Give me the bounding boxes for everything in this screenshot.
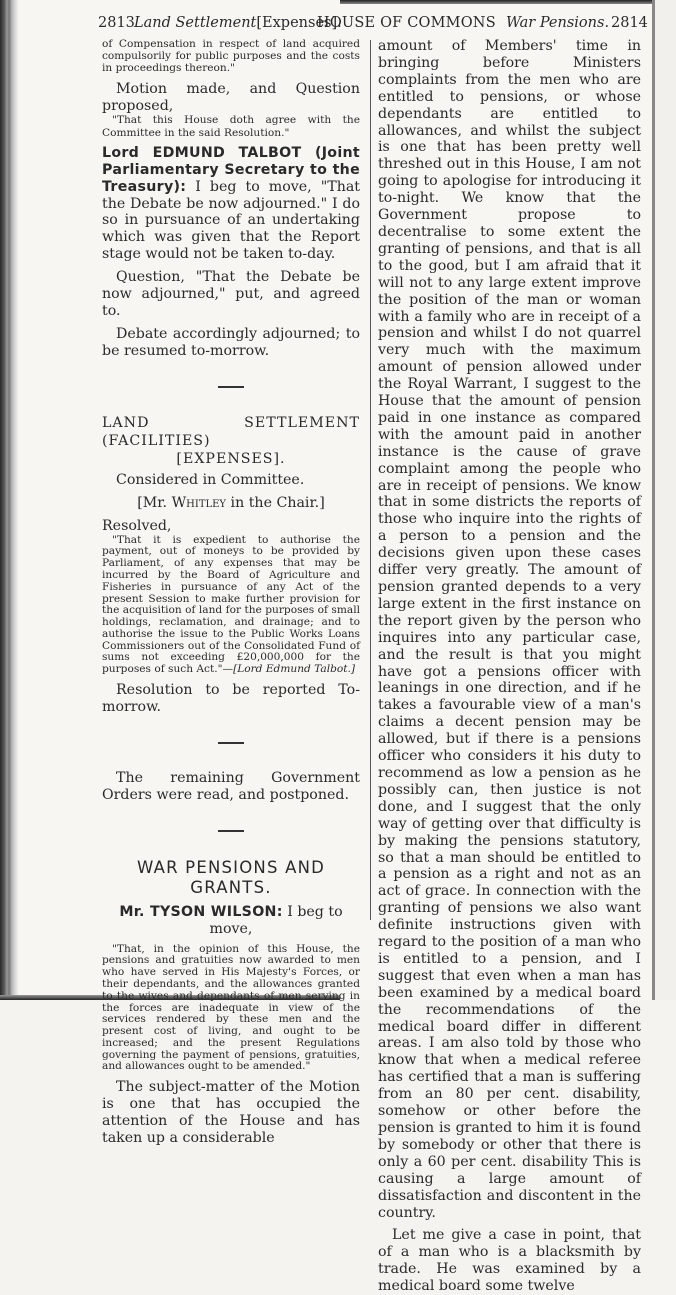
running-title-left-text: Land Settlement <box>134 15 257 31</box>
resolution-reported: Resolution to be reported To-morrow. <box>102 682 360 715</box>
section-title-line1: LAND SETTLEMENT (FACILITIES) <box>102 414 360 449</box>
running-title-right: War Pensions. <box>506 15 610 31</box>
resolution-attribution: [Lord Edmund Talbot.] <box>233 663 356 676</box>
top-scan-shadow <box>340 0 676 4</box>
motion-made: Motion made, and Question proposed, <box>102 80 360 114</box>
chair-name: Whitley <box>171 494 227 511</box>
considered-in-committee: Considered in Committee. <box>116 471 305 488</box>
book-binding-edge <box>0 0 18 1000</box>
speaker-wilson: Mr. TYSON WILSON: <box>119 903 283 920</box>
column-divider <box>370 40 371 920</box>
debate-adjourned: Debate accordingly adjourned; to be resumed to-morrow. <box>102 325 360 359</box>
chair-suffix: in the Chair.] <box>230 494 325 511</box>
page-number-left: 2813 <box>98 15 135 31</box>
resolution-body: "That it is expedient to authorise the payment, out of moneys to be provided by Parliament, of any expenses that may be incurred by the Board of Agriculture and Fisheries in pursuance of any Act of the present Session to make further provision for the acquisition of land for the purposes of small holdings, reclamation, and drainage; and to authorise the issue to the Public Works Loans Commissioners out of the Consolidated Fund of sums not exceeding £20,000,000 for the purposes of such Act."— <box>102 533 360 676</box>
house-title: HOUSE OF COMMONS <box>317 15 496 31</box>
right-margin <box>655 0 676 1000</box>
talbot-speech: I beg to move, "That the Debate be now adjourned." I do so in pursuance of an undertaking which was given that the Report stage would not be taken to-day. <box>102 178 360 263</box>
chair-prefix: [Mr. <box>137 494 168 511</box>
right-column <box>378 38 641 1295</box>
section-title-war-pensions: WAR PENSIONS AND GRANTS. <box>136 857 326 897</box>
section-title-line2: [EXPENSES]. <box>176 450 286 467</box>
section-title-land-settlement <box>102 414 360 468</box>
talbot-speech-paragraph <box>102 145 360 263</box>
wilson-intro: I beg to move, <box>209 903 343 937</box>
speaker-talbot: Lord EDMUND TALBOT (Joint Parliamentary Secretary to the Treasury): <box>102 144 360 195</box>
left-column <box>102 38 360 1147</box>
question-put: Question, "That the Debate be now adjourned," put, and agreed to. <box>102 269 360 319</box>
motion-quote: "That this House doth agree with the Committee in the said Resolution." <box>102 114 360 139</box>
running-title-left-bracket: [Expenses]. <box>256 15 342 31</box>
resolved-label: Resolved, <box>102 517 172 534</box>
remaining-orders: The remaining Government Orders were read, and postponed. <box>102 769 360 803</box>
running-header <box>98 15 648 33</box>
running-title-left <box>134 15 342 31</box>
chair-note <box>102 495 360 512</box>
page-number-right: 2814 <box>611 15 648 31</box>
right-paragraph-1: amount of Members' time in bringing before Ministers complaints from the men who are entitled to pensions, or whose dependants are entitled to allowances, and whilst the subject is one that has been pretty well threshed out in this House, I am not going to apologise for introducing it to-night. We know that the Government propose to decentralise to some extent the granting of pensions, and that is all to the good, but I am afraid that it will not to any large extent improve the position of the man or woman with a family who are in receipt of a pension and whilst I do not quarrel very much with the maximum amount of pension allowed under the Royal Warrant, I suggest to the House that the amount of pension paid in one instance as compared with the amount paid in another instance is the cause of grave complaint among the people who are in receipt of pensions. We know that in some districts the reports of those who inquire into the rights of a person to a pension and the decisions given upon these cases differ very greatly. The amount of pension granted depends to a very large extent in the first instance on the report given by the person who inquires into any particular case, and the result is that you might have got a pensions officer with leanings in one direction, and if he takes a favourable view of a man's claims a decent pension may be allowed, but if there is a pensions officer who considers it his duty to recommend as low a pension as he possibly can, then justice is not done, and I suggest that the only way of getting over that difficulty is by making the pensions statutory, so that a man should be entitled to a pension as a right and not as an act of grace. In connection with the granting of pensions we also want definite instructions given with regard to the position of a man who is entitled to a pension, and I suggest that even when a man has been examined by a medical board the recommendations of the medical board differ in different areas. I am also told by those who know that when a medical referee has certified that a man is suffering from an 80 per cent. disability, somehow or other before the pension is granted to him it is found by somebody or other that there is only a 60 per cent. disability This is causing a large amount of dissatisfaction and discontent in the country. <box>378 38 641 1221</box>
wilson-motion: "That, in the opinion of this House, the pensions and gratuities now awarded to men who have served in His Majesty's Forces, or their dependants, and the allowances granted to the wives and dependants of men serving in the forces are inadequate in view of the services rendered by these men and the present cost of living, and ought to be increased; and the present Regulations governing the payment of pensions, gratuities, and allowances ought to be amended." <box>102 942 360 1073</box>
subject-matter-paragraph: The subject-matter of the Motion is one that has occupied the attention of the House and has taken up a considerable <box>102 1079 360 1146</box>
right-paragraph-2: Let me give a case in point, that of a man who is a blacksmith by trade. He was examined by a medical board some twelve <box>378 1227 641 1295</box>
continuation-text: of Compensation in respect of land acquired compulsorily for public purposes and the costs in proceedings thereon." <box>102 38 360 75</box>
resolution-text <box>102 535 360 677</box>
wilson-intro-paragraph <box>102 904 360 938</box>
